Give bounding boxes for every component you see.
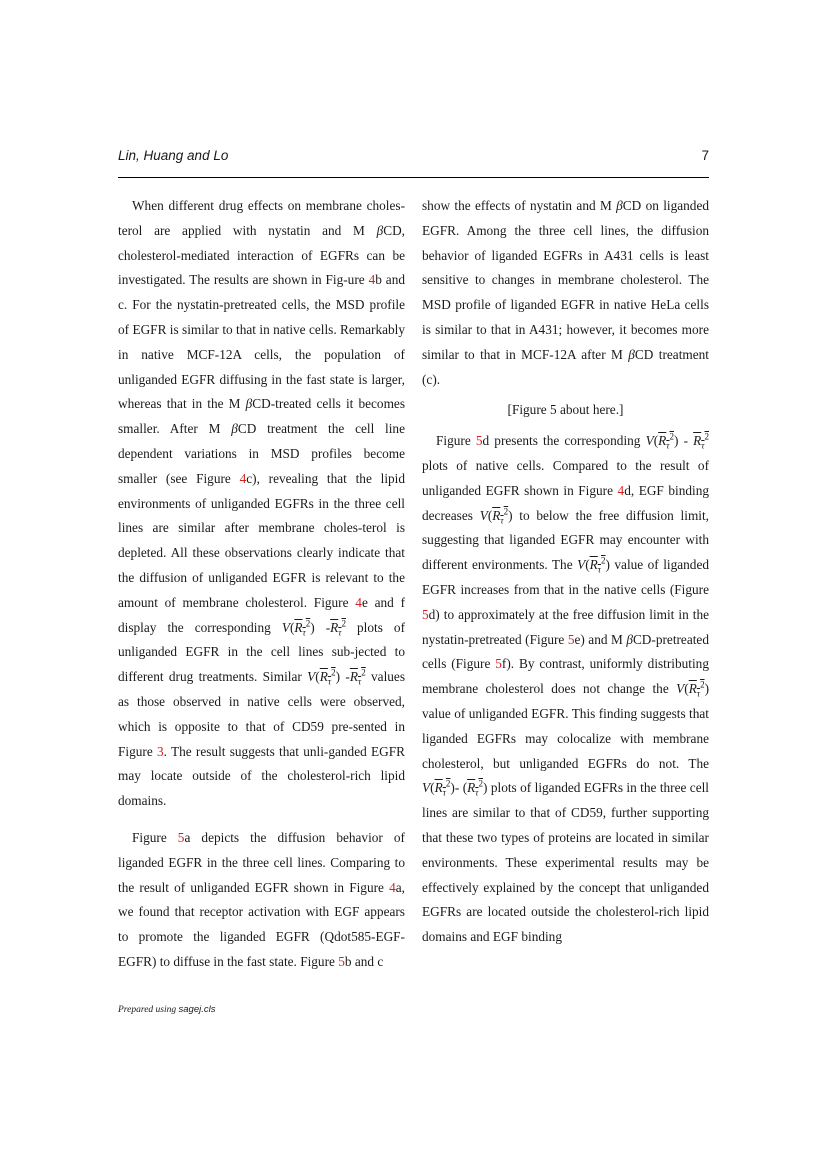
footer-class-file: sagej.cls	[178, 1004, 216, 1015]
math-beta: β	[628, 346, 635, 362]
figure-ref-link[interactable]: 5	[495, 656, 502, 672]
math-beta: β	[616, 198, 623, 213]
figure-ref-link[interactable]: 5	[177, 829, 185, 845]
math-r-tau-squared: $R_\tau^2$	[330, 618, 346, 638]
figure-ref-link[interactable]: 5	[567, 631, 575, 647]
paragraph: show the effects of nystatin and M βCD on liganded EGFR. Among the three cell lines, the diffusion behavior of liganded EGFRs in A431 cells is least sensitive to changes in membrane cholesterol. The MSD profile of liganded EGFR in native HeLa cells is similar to that in A431; however, it becomes more similar to that in MCF-12A after M βCD treatment (c).	[422, 198, 710, 387]
math-v-of-r-tau-squared: $V(R_\tau^2)$	[422, 778, 455, 798]
figure-ref-link[interactable]: 4	[239, 470, 247, 486]
math-beta: β	[245, 396, 253, 412]
right-column	[422, 194, 709, 950]
figure-ref-link[interactable]: 4	[617, 482, 625, 498]
paragraph: When different drug effects on membrane choles-terol are applied with nystatin and M βCD, cholesterol-mediated interaction of EGFRs can be investigated. The results are shown in Fig-ure 4b and c. For the nystatin-pretreated cells, the MSD profile of EGFR is similar to that in native cells. Remarkably in native MCF-12A cells, the population of unliganded EGFR diffusing in the fast state is larger, whereas that in the M βCD-treated cells it becomes smaller. After M βCD treatment the cell line dependent variations in MSD profiles become smaller (see Figure 4c), revealing that the lipid environments of unliganded EGFRs in the three cell lines are similar after membrane choles-terol is depleted. All these observations clearly indicate that the diffusion of unliganded EGFR is relevant to the amount of membrane cholesterol. Figure 4e and f display the corresponding $V(R_\tau^2)$ $-R_\tau^2$ plots of unliganded EGFR in the cell lines sub-jected to different drug treatments. Similar $V(R_\tau^2)$ $-R_\tau^2$ values as those observed in native cells were observed, which is opposite to that of CD59 pre-sented in Figure 3. The result suggests that unli-ganded EGFR may locate outside of the cholesterol-rich lipid domains.	[118, 198, 406, 809]
math-v-of-r-tau-squared: $V(R_\tau^2)$	[645, 431, 679, 451]
math-v-of-r-tau-squared: $V(R_\tau^2)$	[577, 555, 610, 575]
left-column	[118, 194, 405, 975]
footer	[118, 1004, 215, 1015]
math-beta: β	[231, 421, 238, 437]
paragraph: Figure 5d presents the corresponding $V(R_\tau^2) - R_\tau^2$ plots of native cells. Compared to the result of unliganded EGFR shown in Figure 4d, EGF binding decreases $V(R_\tau^2)$ to below the free diffusion limit, suggesting that liganded EGFR may encounter with different environments. The $V(R_\tau^2)$ value of liganded EGFR increases from that in the native cells (Figure 5d) to approximately at the free diffusion limit in the nystatin-pretreated (Figure 5e) and M βCD-pretreated cells (Figure 5f). By contrast, uniformly distributing membrane cholesterol does not change the $V(R_\tau^2)$ value of unliganded EGFR. This finding suggests that liganded EGFRs may colocalize with membrane cholesterol, but unliganded EGFRs do not. The $V(R_\tau^2)-$ $(R_\tau^2)$ plots of liganded EGFRs in the three cell lines are similar to that of CD59, further supporting that these two types of proteins are located in similar environments. These experimental results may be effectively explained by the concept that unliganded EGFRs are located outside the cholesterol-rich lipid domains and EGF binding	[422, 431, 710, 945]
math-r-tau-squared: $R_\tau^2$	[349, 667, 366, 687]
figure-ref-link[interactable]: 4	[355, 594, 362, 610]
figure-ref-link[interactable]: 5	[338, 953, 345, 969]
figure-ref-link[interactable]: 4	[389, 879, 396, 895]
math-r-tau-squared: $R_\tau^2$	[693, 431, 710, 451]
math-beta: β	[626, 631, 633, 647]
figure-ref-link[interactable]: 4	[368, 272, 376, 288]
math-v-of-r-tau-squared: $V(R_\tau^2)$	[307, 667, 341, 687]
running-head-authors: Lin, Huang and Lo	[118, 148, 229, 163]
figure-ref-link[interactable]: 5	[475, 433, 483, 449]
running-header	[118, 146, 709, 170]
math-v-of-r-tau-squared: $V(R_\tau^2)$	[281, 618, 315, 638]
math-beta: β	[376, 222, 384, 238]
figure-placeholder: [Figure 5 about here.]	[507, 402, 624, 418]
math-v-of-r-tau-squared: $V(R_\tau^2)$	[676, 679, 709, 699]
figure-ref-link[interactable]: 3	[156, 743, 164, 759]
footer-prepared-text: Prepared using	[118, 1005, 179, 1015]
math-v-of-r-tau-squared: $V(R_\tau^2)$	[479, 506, 513, 526]
math-r-tau-squared: $(R_\tau^2)$	[462, 778, 488, 798]
figure-ref-link[interactable]: 5	[422, 606, 429, 622]
page-number: 7	[701, 148, 709, 163]
paragraph: Figure 5a depicts the diffusion behavior of liganded EGFR in the three cell lines. Comparing to the result of unliganded EGFR shown in Figure 4a, we found that receptor activation with EGF appears to promote the liganded EGFR (Qdot585-EGF-EGFR) to diffuse in the fast state. Figure 5b and c	[118, 829, 405, 969]
header-rule	[118, 177, 709, 178]
